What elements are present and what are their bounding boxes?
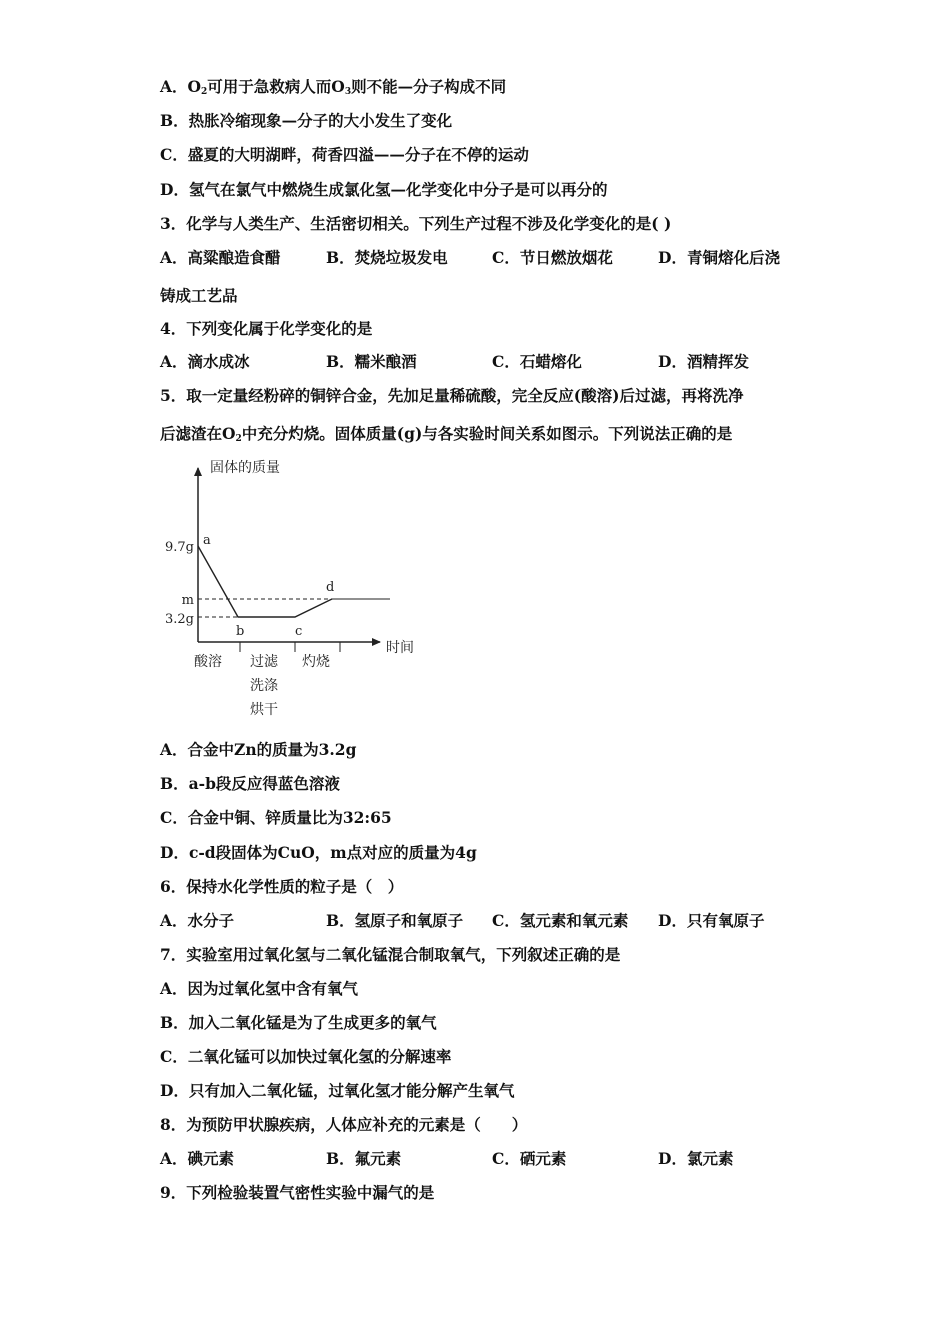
stage-label-wash: 洗涤 [250,678,278,694]
q9-stem: 9．下列检验装置气密性实验中漏气的是 [160,1183,435,1202]
q2-option-a: A．$O_2$可用于急救病人而$O_3$则不能—分子构成不同 [160,77,507,97]
q4-stem: 4．下列变化属于化学变化的是 [160,319,373,338]
stage-label-dry: 烘干 [250,702,278,718]
point-label-d: d [326,580,335,595]
q8-option-d: D．氯元素 [658,1149,734,1168]
q6-option-d: D．只有氧原子 [658,911,765,930]
q5-option-b: B．a-b段反应得蓝色溶液 [160,774,340,793]
point-label-a: a [203,533,211,548]
q6-option-b: B．氢原子和氧原子 [326,911,464,930]
y-tick-3.2g: 3.2g [165,612,194,627]
q4-option-c: C．石蜡熔化 [492,352,582,371]
q3-option-d-continued: 铸成工艺品 [160,286,238,305]
q4-option-a: A．滴水成冰 [160,352,250,371]
x-axis-title: 时间 [386,640,414,656]
q7-option-b: B．加入二氧化锰是为了生成更多的氧气 [160,1013,437,1032]
q7-stem: 7．实验室用过氧化氢与二氧化锰混合制取氧气，下列叙述正确的是 [160,945,621,964]
q6-option-c: C．氢元素和氧元素 [492,911,629,930]
point-label-b: b [236,624,245,639]
y-axis-title: 固体的质量 [210,460,280,476]
q6-stem: 6．保持水化学性质的粒子是（ ） [160,877,404,896]
q5-option-d: D．c-d段固体为CuO，m点对应的质量为4g [160,843,477,862]
q3-option-d: D．青铜熔化后浇 [658,248,780,267]
point-label-c: c [295,624,303,639]
q7-option-a: A．因为过氧化氢中含有氧气 [160,979,359,998]
q2-option-b: B．热胀冷缩现象—分子的大小发生了变化 [160,111,453,130]
q7-option-c: C．二氧化锰可以加快过氧化氢的分解速率 [160,1047,452,1066]
stage-label-acid: 酸溶 [194,654,222,670]
q4-option-d: D．酒精挥发 [658,352,749,371]
q8-option-b: B．氟元素 [326,1149,402,1168]
q3-option-c: C．节日燃放烟花 [492,248,613,267]
q6-option-a: A．水分子 [160,911,235,930]
q3-option-a: A．高粱酿造食醋 [160,248,281,267]
q5-stem-line1: 5．取一定量经粉碎的铜锌合金，先加足量稀硫酸，完全反应(酸溶)后过滤，再将洗净 [160,386,744,405]
q3-stem: 3．化学与人类生产、生活密切相关。下列生产过程不涉及化学变化的是( ) [160,214,672,233]
q8-option-a: A．碘元素 [160,1149,235,1168]
stage-label-filter: 过滤 [250,654,278,670]
q8-stem: 8．为预防甲状腺疾病，人体应补充的元素是（ ） [160,1115,528,1134]
q8-option-c: C．硒元素 [492,1149,567,1168]
q3-option-b: B．焚烧垃圾发电 [326,248,448,267]
mass-series-line [198,546,335,617]
q5-stem-line2: 后滤渣在$O_2$中充分灼烧。固体质量(g)与各实验时间关系如图示。下列说法正确的是 [160,424,733,444]
y-tick-m: m [181,593,194,608]
stage-label-burn: 灼烧 [302,654,330,670]
q5-option-a: A．合金中Zn的质量为3.2g [160,740,357,759]
mass-time-chart [150,450,450,730]
q7-option-d: D．只有加入二氧化锰，过氧化氢才能分解产生氧气 [160,1081,515,1100]
q2-option-c: C．盛夏的大明湖畔，荷香四溢——分子在不停的运动 [160,145,529,164]
q4-option-b: B．糯米酿酒 [326,352,417,371]
q5-option-c: C．合金中铜、锌质量比为32:65 [160,808,392,827]
y-tick-9.7g: 9.7g [165,540,194,555]
q2-option-d: D．氢气在氯气中燃烧生成氯化氢—化学变化中分子是可以再分的 [160,180,608,199]
